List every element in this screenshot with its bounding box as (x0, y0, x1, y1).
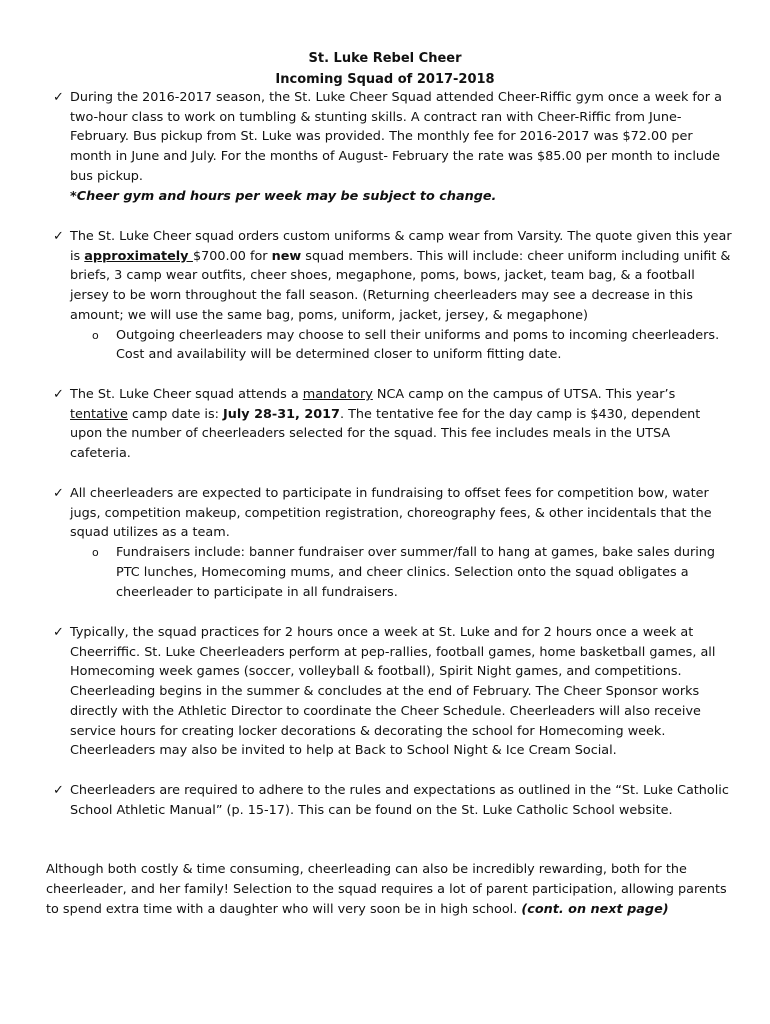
emphasis-new: new (271, 248, 302, 264)
sub-bullet-text: Outgoing cheerleaders may choose to sell their uniforms and poms to incoming cheerleaders. Cost and availability will be determined closer to uniform fitting date. (116, 327, 720, 363)
bullet-fundraising (53, 484, 735, 602)
bullet-camp (53, 385, 735, 464)
bullet-text-part: The St. Luke Cheer squad orders custom uniforms & camp wear from Varsity. The quote given this year is (70, 229, 732, 264)
bullet-athletic-manual (53, 781, 735, 820)
bullet-text: Typically, the squad practices for 2 hours once a week at St. Luke and for 2 hours once a week at Cheerriffic. St. Luke Cheerleaders perform at pep-rallies, football games, home basketball games, all Homecoming week games (soccer, volleyball & football), Spirit Night games, and competitions. Cheerleading begins in the summer & concludes at the end of February. The Cheer Sponsor works directly with the Athletic Director to coordinate the Cheer Schedule. Cheerleaders will also receive service hours for creating locker decorations & decorating the school for Homecoming week. Cheerleaders may also be invited to help at Back to School Night & Ice Cream Social. (70, 625, 716, 759)
circle-bullet-icon: o (92, 546, 99, 560)
bullet-cheer-gym (53, 88, 735, 206)
check-icon: ✓ (53, 625, 64, 640)
bullet-text-part: squad members. This will include: cheer uniform including unifit & briefs, 3 camp wear outfits, cheer shoes, megaphone, poms, bows, jacket, team bag, & a football jersey to be worn throughout the fall season. (Returning cheerleaders may see a decrease in this amount; we will use the same bag, poms, uniform, jacket, jersey, & megaphone) (70, 248, 731, 323)
bullet-text-part: . The tentative fee for the day camp is $430, dependent upon the number of cheerleaders selected for the squad. This fee includes meals in the UTSA cafeteria. (70, 406, 701, 462)
bullet-text-part: $700.00 for (192, 248, 272, 264)
sub-bullet-fundraisers (92, 543, 735, 602)
bullet-note: *Cheer gym and hours per week may be subject to change. (70, 188, 497, 204)
bullet-practices (53, 623, 735, 761)
sub-bullet-text: Fundraisers include: banner fundraiser over summer/fall to hang at games, bake sales during PTC lunches, Homecoming mums, and cheer clinics. Selection onto the squad obligates a cheerleader to participate in all fundraisers. (116, 545, 716, 600)
bullet-text: All cheerleaders are expected to participate in fundraising to offset fees for competition bow, water jugs, competition makeup, competition registration, choreography fees, & other incidentals that the squad utilizes as a team. (70, 486, 712, 541)
bullet-text-part: The St. Luke Cheer squad attends a (70, 387, 303, 402)
bullet-text-part: camp date is: (127, 406, 224, 422)
bullet-text: During the 2016-2017 season, the St. Luke Cheer Squad attended Cheer-Riffic gym once a week for a two-hour class to work on tumbling & stunting skills. A contract ran with Cheer-Riffic from June-February. Bus pickup from St. Luke was provided. The monthly fee for 2016-2017 was $72.00 per month in June and July. For the months of August- February the rate was $85.00 per month to include bus pickup. (70, 90, 722, 184)
continued-note: (cont. on next page) (521, 902, 669, 917)
title-block (0, 48, 770, 90)
emphasis-tentative: tentative (70, 406, 128, 422)
check-icon: ✓ (53, 229, 64, 244)
document-title: St. Luke Rebel Cheer (308, 51, 462, 66)
closing-text: Although both costly & time consuming, cheerleading can also be incredibly rewarding, both for the cheerleader, and her family! Selection to the squad requires a lot of parent participation, allowing parents to spend extra time with a daughter who will very soon be in high school. (46, 862, 727, 917)
check-icon: ✓ (53, 783, 64, 798)
emphasis-mandatory: mandatory (302, 387, 373, 402)
check-icon: ✓ (53, 387, 64, 402)
sub-bullet-uniforms (92, 326, 735, 365)
emphasis-approximately: approximately (84, 248, 193, 264)
camp-date: July 28-31, 2017 (223, 406, 340, 422)
bullet-text-part: NCA camp on the campus of UTSA. This year’s (372, 387, 676, 402)
closing-paragraph (46, 860, 736, 920)
circle-bullet-icon: o (92, 328, 99, 342)
check-icon: ✓ (53, 90, 64, 105)
document-subtitle: Incoming Squad of 2017-2018 (275, 72, 495, 87)
bullet-uniforms (53, 227, 735, 365)
check-icon: ✓ (53, 486, 64, 501)
bullet-text: Cheerleaders are required to adhere to the rules and expectations as outlined in the “St. Luke Catholic School Athletic Manual” (p. 15-17). This can be found on the St. Luke Catholic School website. (70, 783, 729, 818)
